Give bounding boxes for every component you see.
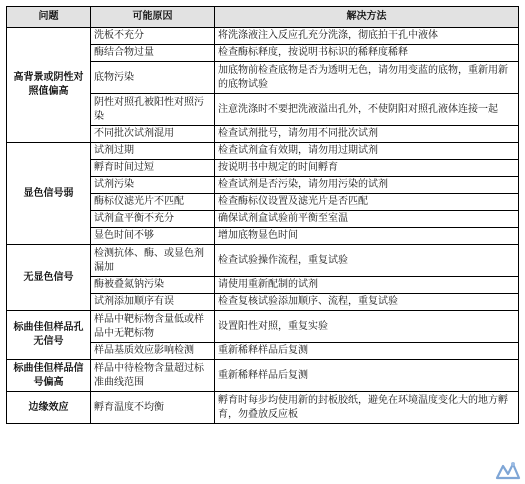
cause-cell: 酶被叠氮钠污染 bbox=[91, 277, 215, 294]
solution-cell: 注意洗涤时不要把洗液溢出孔外，不使阴阳对照孔液体连接一起 bbox=[215, 94, 519, 126]
cause-cell: 样品中待检物含量超过标准曲线范围 bbox=[91, 360, 215, 392]
cause-cell: 检测抗体、酶、或显色剂漏加 bbox=[91, 245, 215, 277]
solution-cell: 检查酶标仪设置及滤光片是否匹配 bbox=[215, 194, 519, 211]
table-row bbox=[7, 143, 519, 160]
troubleshooting-table bbox=[6, 6, 519, 424]
table-row bbox=[7, 28, 519, 45]
cause-cell: 试剂盒平衡不充分 bbox=[91, 211, 215, 228]
solution-cell: 加底物前检查底物是否为透明无色，请勿用变蓝的底物，重新用新的底物试验 bbox=[215, 62, 519, 94]
table-row bbox=[7, 245, 519, 277]
table-row bbox=[7, 360, 519, 392]
cause-cell: 酶标仪滤光片不匹配 bbox=[91, 194, 215, 211]
problem-cell: 标曲佳但样品孔无信号 bbox=[7, 311, 91, 360]
solution-cell: 检查酶标释度，按说明书标识的稀释度稀释 bbox=[215, 45, 519, 62]
problem-cell: 高背景或阴性对照值偏高 bbox=[7, 28, 91, 143]
solution-cell: 按说明书中规定的时间孵育 bbox=[215, 160, 519, 177]
solution-cell: 确保试剂盒试验前平衡至室温 bbox=[215, 211, 519, 228]
cause-cell: 不同批次试剂混用 bbox=[91, 126, 215, 143]
problem-cell: 边缘效应 bbox=[7, 392, 91, 424]
problem-cell: 显色信号弱 bbox=[7, 143, 91, 245]
solution-cell: 检查试剂是否污染，请勿用污染的试剂 bbox=[215, 177, 519, 194]
solution-cell: 孵育时每步均使用新的封板胶纸，避免在环境温度变化大的地方孵育，勿叠放反应板 bbox=[215, 392, 519, 424]
logo-icon bbox=[494, 458, 522, 482]
solution-cell: 检查试剂盒有效期，请勿用过期试剂 bbox=[215, 143, 519, 160]
solution-cell: 检查试验操作流程，重复试验 bbox=[215, 245, 519, 277]
cause-cell: 孵育温度不均衡 bbox=[91, 392, 215, 424]
table-row bbox=[7, 392, 519, 424]
solution-cell: 重新稀释样品后复测 bbox=[215, 343, 519, 360]
cause-cell: 阴性对照孔被阳性对照污染 bbox=[91, 94, 215, 126]
cause-cell: 试剂过期 bbox=[91, 143, 215, 160]
cause-cell: 显色时间不够 bbox=[91, 228, 215, 245]
solution-cell: 检查试剂批号，请勿用不同批次试剂 bbox=[215, 126, 519, 143]
solution-cell: 增加底物显色时间 bbox=[215, 228, 519, 245]
cause-cell: 酶结合物过量 bbox=[91, 45, 215, 62]
cause-cell: 样品中靶标物含量低或样品中无靶标物 bbox=[91, 311, 215, 343]
solution-cell: 重新稀释样品后复测 bbox=[215, 360, 519, 392]
header-solution: 解决方法 bbox=[215, 7, 519, 28]
cause-cell: 试剂污染 bbox=[91, 177, 215, 194]
solution-cell: 请使用重新配制的试剂 bbox=[215, 277, 519, 294]
cause-cell: 试剂添加顺序有误 bbox=[91, 294, 215, 311]
problem-cell: 无显色信号 bbox=[7, 245, 91, 311]
cause-cell: 洗板不充分 bbox=[91, 28, 215, 45]
solution-cell: 将洗涤液注入反应孔充分洗涤，彻底拍干孔中液体 bbox=[215, 28, 519, 45]
header-cause: 可能原因 bbox=[91, 7, 215, 28]
cause-cell: 样品基质效应影响检测 bbox=[91, 343, 215, 360]
solution-cell: 设置阳性对照，重复实验 bbox=[215, 311, 519, 343]
solution-cell: 检查复核试验添加顺序、流程，重复试验 bbox=[215, 294, 519, 311]
header-problem: 问题 bbox=[7, 7, 91, 28]
header-row bbox=[7, 7, 519, 28]
problem-cell: 标曲佳但样品信号偏高 bbox=[7, 360, 91, 392]
cause-cell: 孵育时间过短 bbox=[91, 160, 215, 177]
cause-cell: 底物污染 bbox=[91, 62, 215, 94]
table-row bbox=[7, 311, 519, 343]
